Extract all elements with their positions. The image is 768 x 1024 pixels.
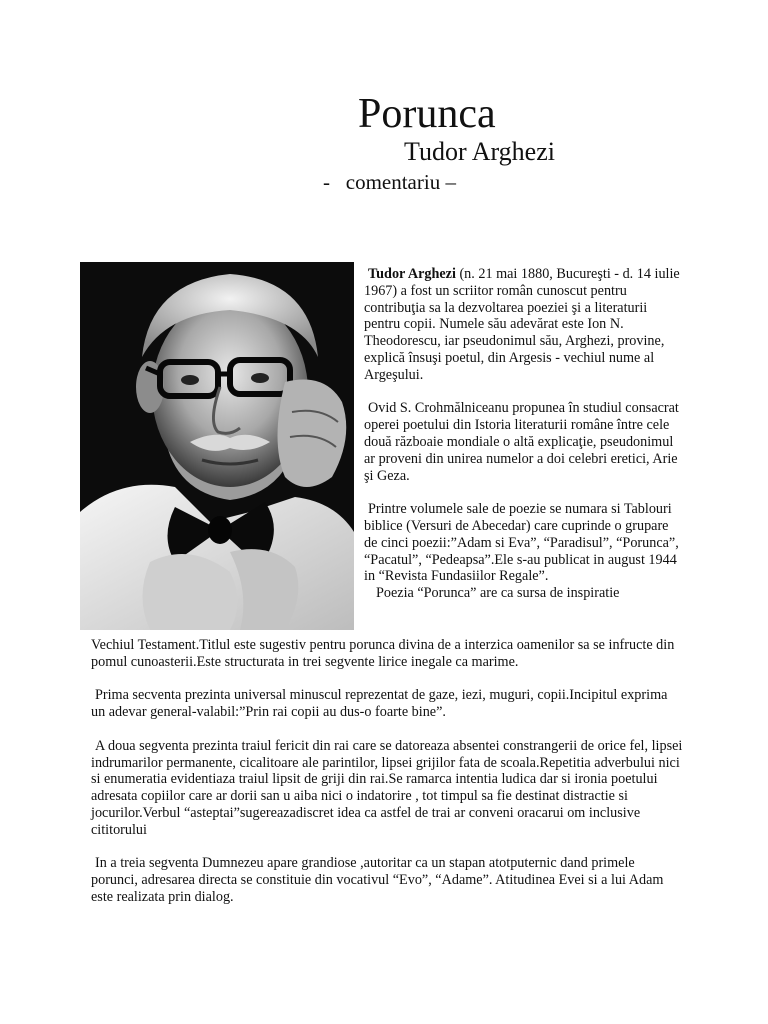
paragraph-text: Poezia “Porunca” are ca sursa de inspiratie [376, 585, 620, 602]
paragraph-text: In a treia segventa Dumnezeu apare grandiose ,autoritar ca un stapan atotputernic dand primele porunci, adresarea directa se constituie din vocativul “Evo”, “Adame”. Atitudinea Evei si a lui Adam este realizata prin dialog. [91, 855, 664, 905]
author-name-bold: Tudor Arghezi [368, 266, 456, 282]
second-sequence-paragraph [91, 738, 683, 839]
paragraph-text: Ovid S. Crohmălniceanu propunea în studiul consacrat operei poetului din Istoria literaturii române între cele două războaie mondiale o altă explicaţie, pseudonimul ar proveni din unirea numelor a doi celebri eretici, Arie şi Geza. [364, 400, 679, 484]
paragraph-text: (n. 21 mai 1880, Bucureşti - d. 14 iulie 1967) a fost un scriitor român cunoscut pentru contribuţia sa la dezvoltarea poeziei şi a literaturii pentru copii. Numele său adevărat este Ion N. Theodorescu, iar pseudonimul său, Arghezi, provine, explică însuşi poetul, din Argesis - vechiul nume al Argeşului. [364, 266, 680, 383]
author-portrait-photo [80, 262, 354, 630]
commentary-column [91, 637, 683, 923]
paragraph-text: A doua segventa prezinta traiul fericit din rai care se datoreaza absentei constrangerii de orice fel, lipsei indrumarilor permanente, cicalitoare ale parintilor, lipsei grijilor fata de scoala.Repetitia adverbului nici si enumeratia evidentiaza traiul lipsit de griji din rai.Se ramarca intentia ludica dar si ironia poetului adresata copiilor care ar dorii san u aiba nici o indatorire , tot timpul sa fie destinat distractie si jocurilor.Verbul “asteptai”sugereazadiscret idea ca astfel de trai ar conveni oracarui om inclusive cititorului [91, 737, 683, 838]
biography-column [364, 266, 684, 602]
inspiration-paragraph [364, 585, 684, 602]
document-subtitle: - comentariu – [323, 170, 456, 194]
pseudonym-paragraph [364, 400, 684, 484]
paragraph-text: Vechiul Testament.Titlul este sugestiv pentru porunca divina de a interzica oamenilor sa se infructe din pomul cunoasterii.Este structurata in trei segvente lirice inegale ca marime. [91, 637, 675, 670]
paragraph-text: Prima secventa prezinta universal minuscul reprezentat de gaze, iezi, muguri, copii.Incipitul exprima un adevar general-valabil:”Prin rai copii au dus-o foarte bine”. [91, 687, 668, 721]
biography-paragraph [364, 266, 684, 384]
third-sequence-paragraph [91, 855, 683, 905]
commentary-paragraph [91, 637, 683, 671]
first-sequence-paragraph [91, 687, 683, 721]
volumes-paragraph [364, 501, 684, 585]
paragraph-text: Printre volumele sale de poezie se numara si Tablouri biblice (Versuri de Abecedar) care cuprinde o grupare de cinci poezii:”Adam si Eva”, “Paradisul”, “Porunca”, “Pacatul”, “Pedeapsa”.Ele s-au publicat in august 1944 in “Revista Fundasiilor Regale”. [364, 501, 679, 585]
author-name: Tudor Arghezi [404, 137, 555, 166]
document-title: Porunca [358, 91, 496, 137]
portrait-photo-icon [80, 262, 354, 630]
